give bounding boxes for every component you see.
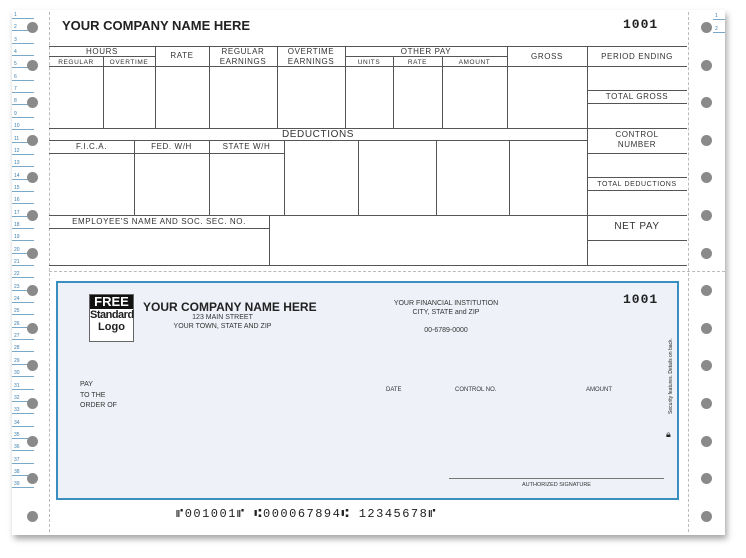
line-number: 25: [12, 308, 34, 315]
feed-hole: [27, 210, 38, 221]
other-amount-header: AMOUNT: [458, 59, 491, 66]
feed-hole: [27, 398, 38, 409]
deductions-header: DEDUCTIONS: [281, 129, 355, 140]
line-number: 31: [12, 383, 34, 390]
line-number: 13: [12, 160, 34, 167]
company-city: YOUR TOWN, STATE AND ZIP: [173, 323, 272, 330]
right-line-number: 2: [713, 26, 725, 33]
feed-hole: [27, 436, 38, 447]
company-address: 123 MAIN STREET: [192, 314, 253, 321]
line-number: 39: [12, 481, 34, 488]
gross-header: GROSS: [531, 52, 563, 61]
authorized-signature-label: AUTHORIZED SIGNATURE: [522, 482, 591, 488]
line-number: 24: [12, 296, 34, 303]
security-features-note: Security features. Details on back.: [668, 331, 674, 421]
signature-line: [449, 478, 664, 479]
line-number: 6: [12, 74, 34, 81]
line-number: 38: [12, 469, 34, 476]
feed-hole: [701, 398, 712, 409]
feed-hole: [701, 323, 712, 334]
micr-line: ⑈001001⑈ ⑆000067894⑆ 12345678⑈: [176, 507, 438, 521]
lock-icon: 🔒︎: [666, 429, 671, 439]
state-wh-header: STATE W/H: [222, 142, 271, 151]
logo-free: FREE: [90, 295, 133, 309]
line-number: 3: [12, 37, 34, 44]
feed-hole: [27, 323, 38, 334]
control-number-label: CONTROL NUMBER: [615, 130, 659, 149]
line-number: 26: [12, 321, 34, 328]
overtime-hours-header: OVERTIME: [109, 59, 149, 66]
line-number: 14: [12, 173, 34, 180]
regular-hours-header: REGULAR: [58, 59, 94, 66]
other-rate-header: RATE: [407, 59, 428, 66]
line-number: 35: [12, 432, 34, 439]
line-number: 16: [12, 197, 34, 204]
perforation-left: [49, 12, 50, 532]
control-no-label: CONTROL NO.: [455, 387, 497, 393]
line-number: 27: [12, 333, 34, 340]
right-line-number: 1: [713, 13, 725, 20]
employee-name-ssn-header: EMPLOYEE'S NAME AND SOC. SEC. NO.: [72, 217, 246, 226]
rate-header: RATE: [170, 51, 194, 60]
feed-hole: [701, 436, 712, 447]
to-the-label: TO THE: [80, 392, 106, 399]
line-number: 29: [12, 358, 34, 365]
other-pay-header: OTHER PAY: [400, 47, 452, 56]
line-number: 4: [12, 49, 34, 56]
pay-label: PAY: [80, 381, 93, 388]
line-number: 5: [12, 61, 34, 68]
bank-city: CITY, STATE and ZIP: [412, 309, 480, 316]
line-number: 33: [12, 407, 34, 414]
line-number: 7: [12, 86, 34, 93]
line-number: 30: [12, 370, 34, 377]
feed-hole: [27, 248, 38, 259]
line-number: 8: [12, 98, 34, 105]
line-number: 10: [12, 123, 34, 130]
perforation-right: [688, 12, 689, 532]
stub-check-number: 1001: [623, 17, 659, 32]
line-number: 37: [12, 457, 34, 464]
line-number: 32: [12, 395, 34, 402]
perforation-horizontal: [49, 271, 725, 272]
line-number: 2: [12, 24, 34, 31]
logo-standard: Standard: [90, 309, 134, 321]
line-number: 17: [12, 210, 34, 217]
feed-hole: [701, 60, 712, 71]
routing-fraction: 00-6789-0000: [424, 327, 468, 334]
stub-company-name: YOUR COMPANY NAME HERE: [62, 18, 251, 33]
line-number: 21: [12, 259, 34, 266]
check-number: 1001: [623, 292, 659, 307]
line-number: 22: [12, 271, 34, 278]
feed-hole: [701, 135, 712, 146]
feed-hole: [701, 22, 712, 33]
net-pay-label: NET PAY: [614, 221, 660, 232]
period-ending-label: PERIOD ENDING: [601, 52, 673, 61]
feed-hole: [27, 22, 38, 33]
line-number: 20: [12, 247, 34, 254]
line-number: 28: [12, 345, 34, 352]
line-number: 11: [12, 136, 34, 143]
feed-hole: [701, 248, 712, 259]
logo-logo: Logo: [98, 321, 125, 333]
line-number: 15: [12, 185, 34, 192]
order-of-label: ORDER OF: [80, 402, 117, 409]
fica-header: F.I.C.A.: [75, 142, 108, 151]
line-number: 19: [12, 234, 34, 241]
bank-name: YOUR FINANCIAL INSTITUTION: [393, 300, 499, 307]
line-number: 34: [12, 420, 34, 427]
line-number: 36: [12, 444, 34, 451]
line-number: 9: [12, 111, 34, 118]
feed-hole: [27, 60, 38, 71]
line-number: 12: [12, 148, 34, 155]
check-company-name: YOUR COMPANY NAME HERE: [143, 300, 317, 314]
units-header: UNITS: [357, 59, 381, 66]
total-gross-label: TOTAL GROSS: [605, 92, 669, 101]
logo-placeholder: [89, 294, 134, 342]
date-label: DATE: [386, 387, 402, 393]
feed-hole: [701, 210, 712, 221]
fed-wh-header: FED. W/H: [151, 142, 192, 151]
total-deductions-label: TOTAL DEDUCTIONS: [597, 181, 677, 188]
regular-earnings-header: REGULAR EARNINGS: [219, 47, 267, 66]
feed-hole: [27, 511, 38, 522]
overtime-earnings-header: OVERTIME EARNINGS: [287, 47, 335, 66]
line-number: 23: [12, 284, 34, 291]
feed-hole: [27, 135, 38, 146]
feed-hole: [701, 511, 712, 522]
line-number: 18: [12, 222, 34, 229]
hours-header: HOURS: [86, 47, 118, 56]
line-number: 1: [12, 12, 34, 19]
amount-label: AMOUNT: [586, 387, 612, 393]
